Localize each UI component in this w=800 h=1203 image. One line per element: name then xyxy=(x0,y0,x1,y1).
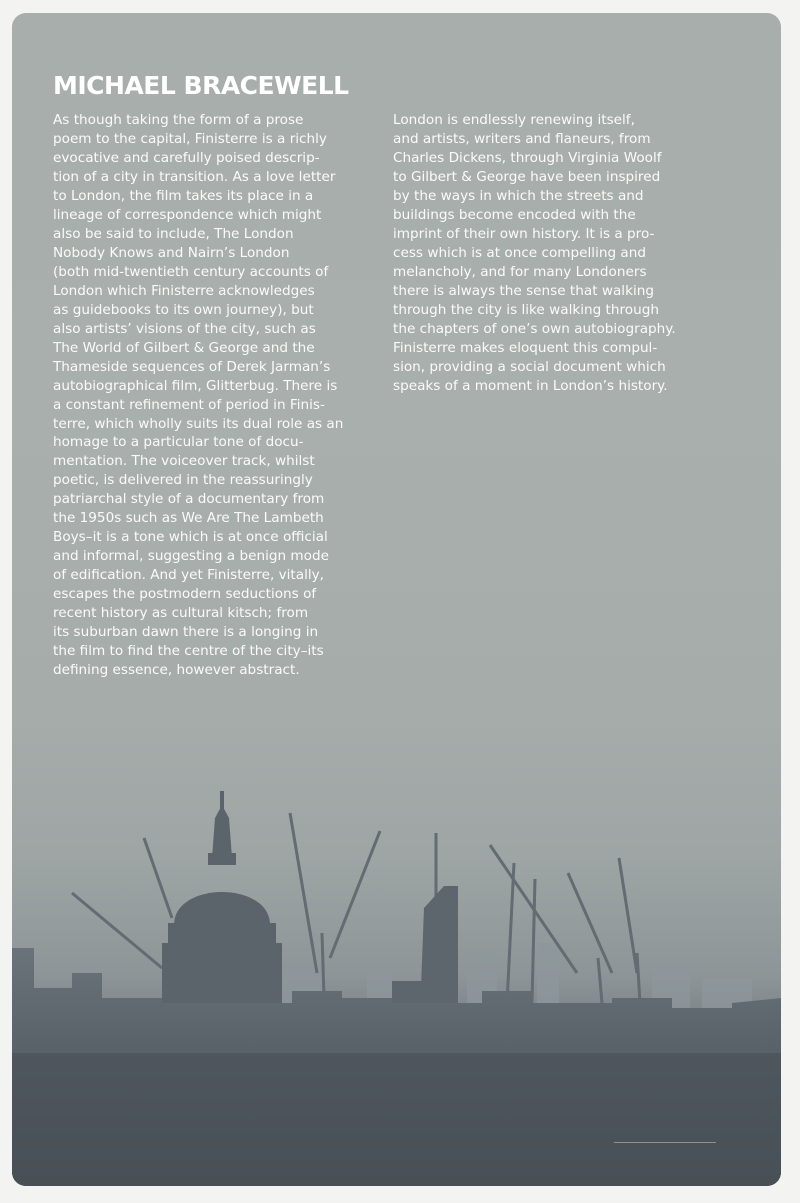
text-line: the 1950s such as We Are The Lambeth xyxy=(53,510,324,527)
text-line: lineage of correspondence which might xyxy=(53,206,322,223)
text-line: escapes the postmodern seductions of xyxy=(53,586,317,603)
text-line: melancholy, and for many Londoners xyxy=(393,263,647,280)
text-line: to Gilbert & George have been inspired xyxy=(393,168,661,185)
text-line: Finisterre makes eloquent this compul- xyxy=(393,339,658,356)
text-line: to London, the film takes its place in a xyxy=(53,187,314,204)
text-line: Nobody Knows and Nairn’s London xyxy=(53,244,290,261)
text-line: recent history as cultural kitsch; from xyxy=(53,605,309,622)
text-line: evocative and carefully poised descrip- xyxy=(53,149,320,166)
body-text-left-column xyxy=(53,111,343,680)
text-line: and informal, suggesting a benign mode xyxy=(53,548,329,565)
text-line: its suburban dawn there is a longing in xyxy=(53,624,319,641)
text-line: buildings become encoded with the xyxy=(393,206,636,223)
text-line: mentation. The voiceover track, whilst xyxy=(53,453,315,470)
text-line: autobiographical film, Glitterbug. There is xyxy=(53,377,338,394)
tower-silhouette xyxy=(392,886,458,1013)
text-line: imprint of their own history. It is a pro- xyxy=(393,225,655,242)
author-heading: MICHAEL BRACEWELL xyxy=(53,71,349,100)
text-line: a constant refinement of period in Finis- xyxy=(53,396,325,413)
text-line: cess which is at once compelling and xyxy=(393,244,646,261)
text-line: patriarchal style of a documentary from xyxy=(53,491,325,508)
article-card xyxy=(12,13,781,1186)
text-line: of edification. And yet Finisterre, vitally, xyxy=(53,567,324,584)
text-line: poetic, is delivered in the reassuringly xyxy=(53,472,313,489)
dome-silhouette xyxy=(162,791,282,1013)
text-line: London is endlessly renewing itself, xyxy=(393,112,635,128)
body-text-right-column xyxy=(393,111,676,396)
text-line: and artists, writers and flaneurs, from xyxy=(393,130,651,147)
text-line: also be said to include, The London xyxy=(53,225,294,242)
text-line: Charles Dickens, through Virginia Woolf xyxy=(393,149,662,166)
text-line: by the ways in which the streets and xyxy=(393,187,644,204)
text-line: homage to a particular tone of docu- xyxy=(53,434,304,451)
text-line: there is always the sense that walking xyxy=(393,282,654,299)
footer-rule xyxy=(614,1142,716,1143)
text-line: the film to find the centre of the city–its xyxy=(53,643,324,660)
text-line: The World of Gilbert & George and the xyxy=(53,339,315,356)
text-line: (both mid-twentieth century accounts of xyxy=(53,263,329,280)
text-line: Thameside sequences of Derek Jarman’s xyxy=(53,358,331,375)
text-line: through the city is like walking through xyxy=(393,301,659,318)
text-line: sion, providing a social document which xyxy=(393,358,666,375)
text-line: also artists’ visions of the city, such as xyxy=(53,320,316,337)
text-line: tion of a city in transition. As a love letter xyxy=(53,168,336,185)
text-line: defining essence, however abstract. xyxy=(53,662,300,679)
text-line: Boys–it is a tone which is at once official xyxy=(53,529,328,546)
text-line: terre, which wholly suits its dual role as an xyxy=(53,415,344,432)
text-line: as guidebooks to its own journey), but xyxy=(53,301,314,318)
text-line: London which Finisterre acknowledges xyxy=(53,282,315,299)
text-line: speaks of a moment in London’s history. xyxy=(393,377,668,394)
text-line: poem to the capital, Finisterre is a richly xyxy=(53,130,327,147)
text-line: As though taking the form of a prose xyxy=(53,112,304,128)
text-line: the chapters of one’s own autobiography. xyxy=(393,320,676,337)
